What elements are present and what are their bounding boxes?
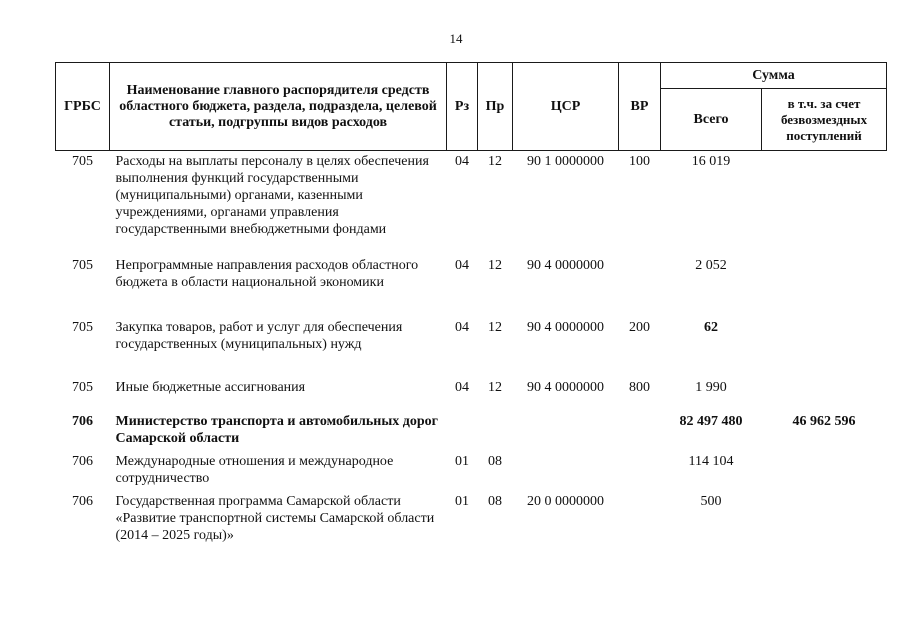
cell-total: 16 019 [691, 154, 731, 169]
cell-name: Непрограммные направления расходов областного бюджета в области национальной экономики [115, 257, 419, 290]
cell-name: Министерство транспорта и автомобильных дорог Самарской области [115, 413, 438, 446]
header-total: Всего [661, 89, 762, 151]
cell-name: Расходы на выплаты персоналу в целях обеспечения выполнения функций государственными (муниципальными) органами, казенными учреждениями, органами управления государственными внебюджетными фондами [115, 154, 429, 237]
cell-total: 500 [700, 493, 722, 509]
cell-rz: 04 [455, 154, 469, 169]
cell-pr: 08 [488, 453, 502, 469]
table-row [56, 255, 887, 317]
cell-grbs: 706 [72, 453, 93, 469]
cell-free [762, 255, 887, 317]
cell-vr [619, 411, 661, 451]
cell-pr: 08 [488, 493, 502, 509]
cell-vr [619, 451, 661, 491]
cell-pr: 12 [488, 257, 502, 273]
cell-csr [513, 451, 619, 491]
table-row [56, 451, 887, 491]
header-name: Наименование главного распорядителя средств областного бюджета, раздела, подраздела, целевой статьи, подгруппы видов расходов [110, 63, 447, 151]
cell-name: Международные отношения и международное сотрудничество [115, 453, 394, 486]
cell-free [762, 451, 887, 491]
cell-pr: 12 [488, 379, 502, 395]
header-rz: Рз [447, 63, 478, 151]
cell-pr: 12 [488, 154, 502, 169]
cell-rz [447, 411, 478, 451]
page-number: 14 [449, 31, 463, 46]
header-grbs: ГРБС [56, 63, 110, 151]
budget-table [55, 62, 887, 551]
cell-free [762, 491, 887, 551]
cell-rz: 01 [455, 453, 469, 469]
table-row [56, 411, 887, 451]
cell-rz: 04 [455, 319, 469, 335]
cell-grbs: 705 [72, 154, 93, 169]
cell-pr: 12 [488, 319, 502, 335]
cell-rz: 04 [455, 379, 469, 395]
header-csr: ЦСР [513, 63, 619, 151]
cell-total: 2 052 [695, 257, 727, 273]
cell-name: Закупка товаров, работ и услуг для обеспечения государственных (муниципальных) нужд [115, 319, 403, 352]
cell-rz: 01 [455, 493, 469, 509]
cell-free: 46 962 596 [792, 413, 856, 429]
cell-total: 1 990 [695, 379, 727, 395]
cell-vr [619, 255, 661, 317]
cell-vr: 100 [629, 154, 650, 169]
cell-csr: 90 4 0000000 [527, 319, 604, 335]
cell-csr: 20 0 0000000 [527, 493, 604, 509]
table-row [56, 377, 887, 411]
cell-grbs: 705 [72, 379, 93, 395]
cell-total: 62 [704, 319, 718, 335]
header-free: в т.ч. за счет безвозмездных поступлений [762, 89, 887, 151]
cell-csr: 90 1 0000000 [527, 154, 604, 169]
cell-free [762, 317, 887, 377]
header-vr: ВР [619, 63, 661, 151]
cell-name: Иные бюджетные ассигнования [115, 379, 306, 395]
header-sum: Сумма [661, 63, 887, 89]
cell-total: 114 104 [688, 453, 734, 469]
cell-grbs: 705 [72, 257, 93, 273]
cell-vr: 800 [629, 379, 650, 395]
cell-grbs: 705 [72, 319, 93, 335]
cell-total: 82 497 480 [679, 413, 743, 429]
cell-free [762, 377, 887, 411]
cell-name: Государственная программа Самарской области «Развитие транспортной системы Самарской области (2014 – 2025 годы)» [115, 493, 435, 543]
table-row [56, 491, 887, 551]
cell-csr [513, 411, 619, 451]
cell-csr: 90 4 0000000 [527, 257, 604, 273]
table-row [56, 151, 887, 255]
cell-free [762, 151, 887, 255]
cell-pr [478, 411, 513, 451]
cell-grbs: 706 [72, 493, 93, 509]
cell-vr [619, 491, 661, 551]
cell-grbs: 706 [72, 413, 93, 429]
header-pr: Пр [478, 63, 513, 151]
cell-vr: 200 [629, 319, 650, 335]
cell-rz: 04 [455, 257, 469, 273]
table-row [56, 317, 887, 377]
cell-csr: 90 4 0000000 [527, 379, 604, 395]
